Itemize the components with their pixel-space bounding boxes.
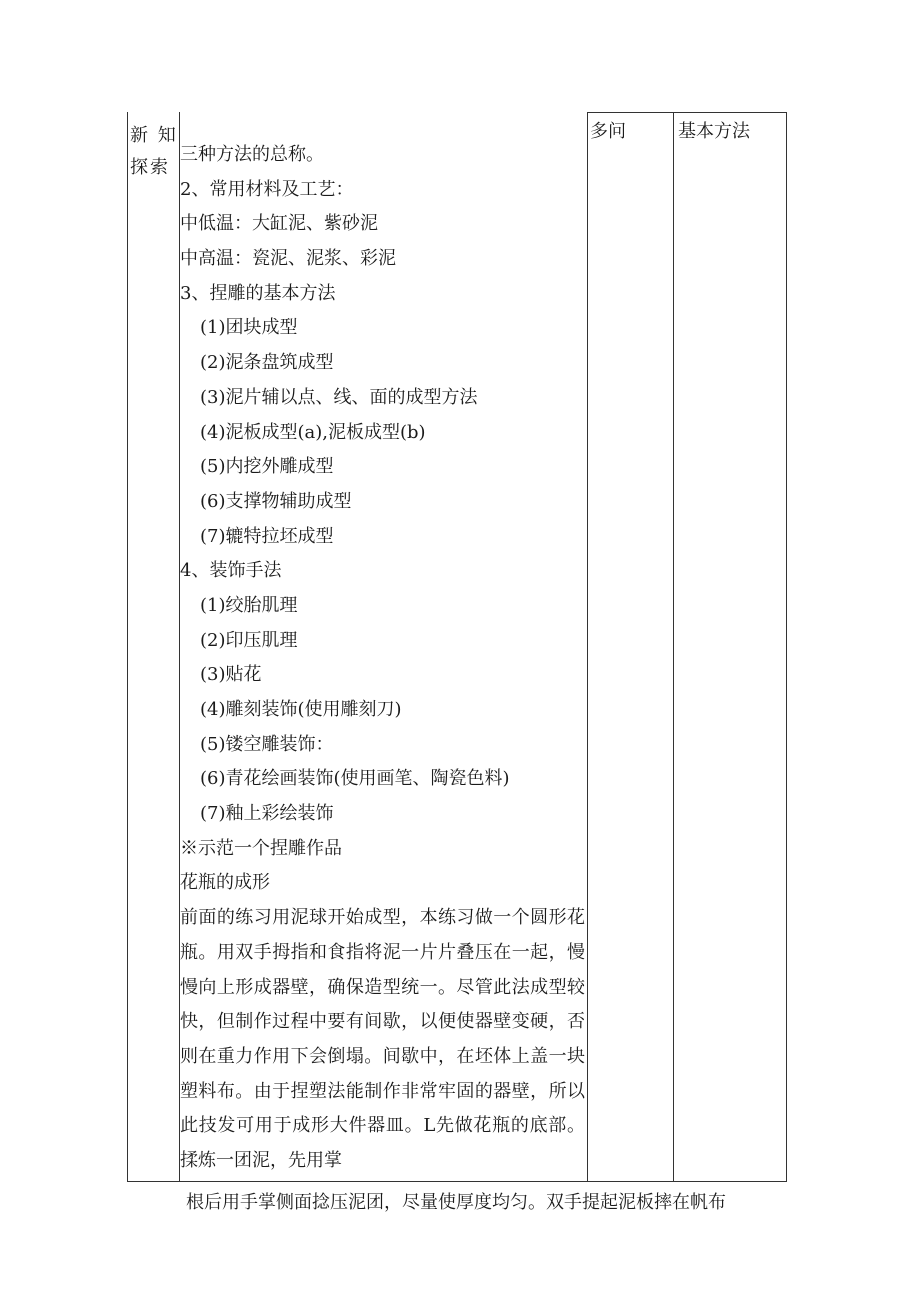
material-mid-high: 中高温：瓷泥、泥浆、彩泥 [180, 248, 396, 270]
table-left-border [127, 112, 128, 1182]
teaching-method-cell: 多问 [590, 121, 626, 142]
method-item: (4)泥板成型(a),泥板成型(b) [200, 421, 426, 443]
content-line: 三种方法的总称。 [180, 144, 324, 165]
content-cell [180, 138, 585, 1179]
vase-title: 花瓶的成形 [180, 872, 270, 894]
method-item: (5)内挖外雕成型 [200, 456, 334, 478]
method-item: (6)支撑物辅助成型 [200, 490, 352, 512]
method-item: (3)泥片辅以点、线、面的成型方法 [200, 386, 478, 408]
table-col-divider-2 [587, 112, 588, 1182]
method-item: (7)辘特拉坯成型 [200, 525, 334, 547]
continuation-text: 根后用手掌侧面捻压泥团，尽量使厚度均匀。双手提起泥板摔在帆布 [186, 1192, 726, 1213]
table-right-border [786, 112, 787, 1182]
section-label: 新 知探索 [130, 125, 178, 178]
decoration-item: (5)镂空雕装饰： [200, 733, 334, 755]
heading-decoration: 4、装饰手法 [180, 560, 282, 582]
method-item: (1)团块成型 [200, 317, 298, 339]
vase-paragraph: 前面的练习用泥球开始成型，本练习做一个圆形花瓶。用双手拇指和食指将泥一片片叠压在一起，慢慢向上形成器壁，确保造型统一。尽管此法成型较快，但制作过程中要有间歇，以便使器壁变硬，否则在重力作用下会倒塌。间歇中，在坯体上盖一块塑料布。由于捏塑法能制作非常牢固的器壁，所以此技发可用于成形大件器皿。L先做花瓶的底部。揉炼一团泥，先用掌 [180, 907, 585, 1172]
decoration-item: (3)贴花 [200, 664, 262, 686]
decoration-item: (2)印压肌理 [200, 629, 298, 651]
decoration-item: (7)釉上彩绘装饰 [200, 803, 334, 825]
table-bottom-border [127, 1181, 787, 1182]
material-mid-low: 中低温：大缸泥、紫砂泥 [180, 213, 378, 235]
table-col-divider-3 [673, 112, 674, 1182]
demo-note: ※示范一个捏雕作品 [180, 837, 342, 859]
method-item: (2)泥条盘筑成型 [200, 352, 334, 374]
heading-methods: 3、捏雕的基本方法 [180, 282, 336, 304]
decoration-item: (1)绞胎肌理 [200, 594, 298, 616]
table-top-border [587, 112, 787, 113]
decoration-item: (6)青花绘画装饰(使用画笔、陶瓷色料) [200, 768, 510, 790]
design-intent-cell: 基本方法 [678, 121, 750, 142]
decoration-item: (4)雕刻装饰(使用雕刻刀) [200, 699, 402, 720]
heading-materials: 2、常用材料及工艺： [180, 178, 354, 200]
